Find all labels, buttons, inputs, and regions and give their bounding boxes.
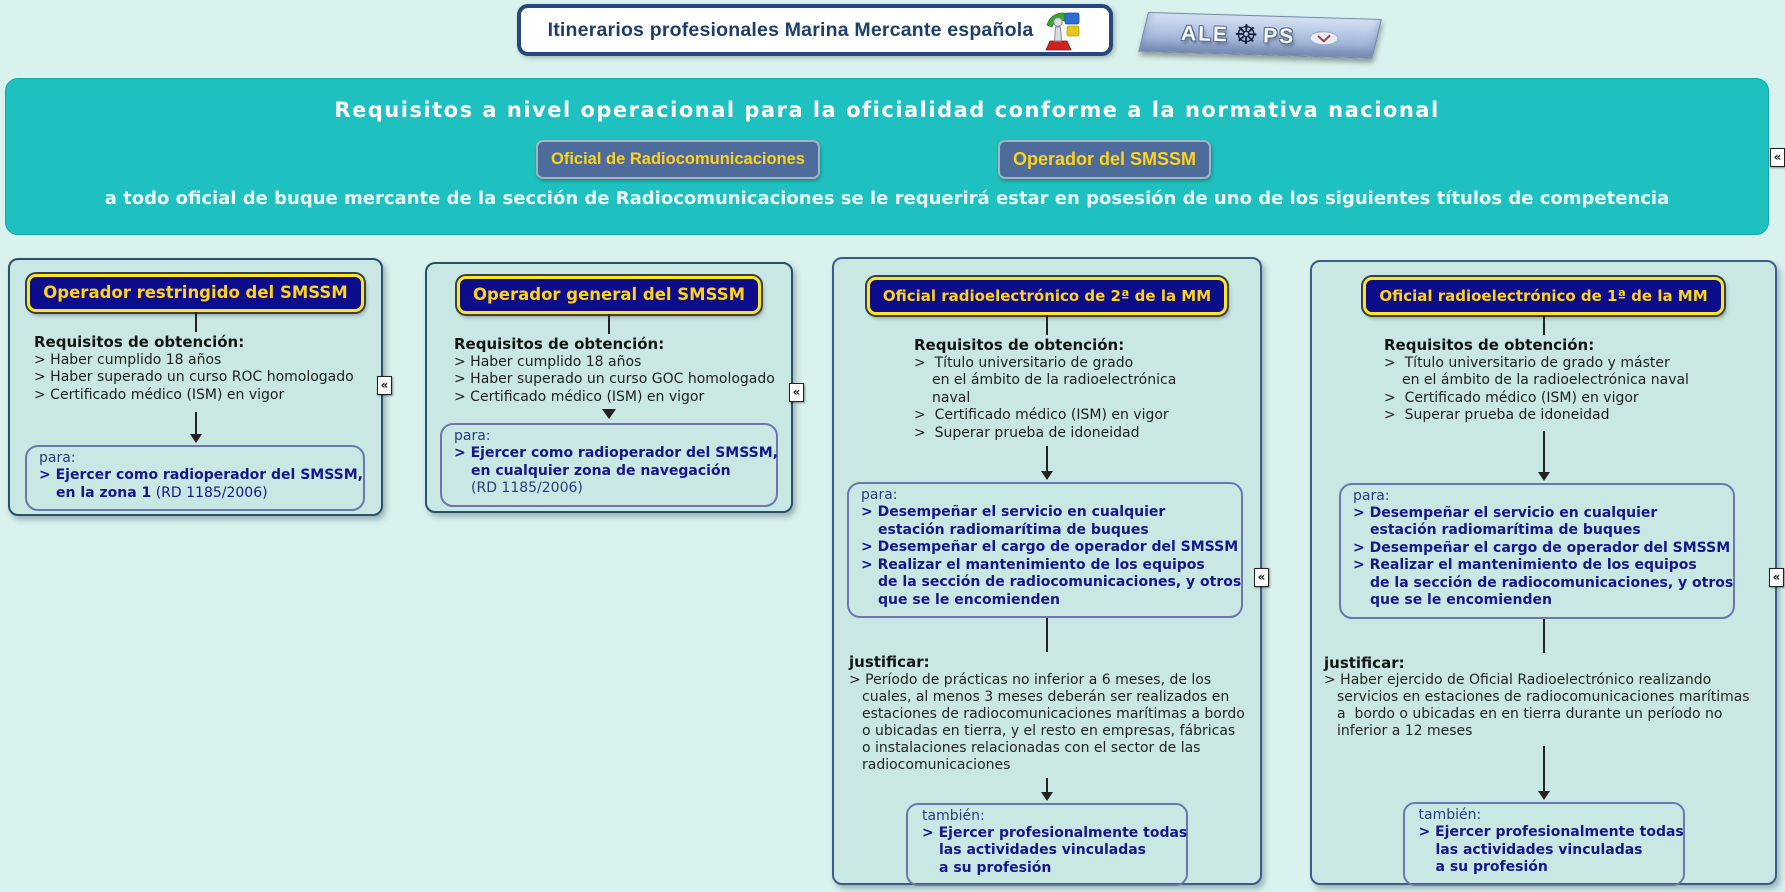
purpose-line: que se le encomienden bbox=[878, 591, 1060, 608]
connector-line bbox=[1312, 619, 1775, 653]
also-box bbox=[1403, 802, 1685, 886]
aleps-nav-content bbox=[1181, 19, 1340, 51]
justify-line: cuales, al menos 3 meses deberán ser realizados en bbox=[862, 688, 1230, 705]
oficial-radiocomunicaciones-button[interactable]: Oficial de Radiocomunicaciones bbox=[536, 140, 820, 179]
requirement-line: > Haber cumplido 18 años bbox=[34, 351, 222, 368]
flow-column-4 bbox=[1310, 260, 1777, 885]
requirement-line: en el ámbito de la radioelectrónica bbox=[932, 372, 1177, 388]
column-title-pill: Oficial radioelectrónico de 1ª de la MM bbox=[1363, 277, 1723, 315]
collapse-chevron-icon[interactable]: « bbox=[1769, 568, 1784, 587]
down-arrow bbox=[834, 778, 1260, 801]
requirement-line: > Título universitario de grado bbox=[914, 354, 1134, 371]
requirements-label: Requisitos de obtención: bbox=[1384, 336, 1595, 354]
purpose-box bbox=[25, 445, 365, 511]
arrow-stem bbox=[1046, 618, 1048, 652]
arrow-stem bbox=[1046, 446, 1048, 471]
requirements-label: Requisitos de obtención: bbox=[454, 335, 665, 353]
requirement-line: > Título universitario de grado y máster bbox=[1384, 354, 1670, 371]
justify-line: o ubicadas en tierra, y el resto en empresas, fábricas bbox=[862, 722, 1236, 739]
also-label: también: bbox=[922, 807, 985, 824]
arrow-head bbox=[602, 409, 616, 419]
page-title-box bbox=[517, 4, 1113, 56]
purpose-line: estación radiomarítima de buques bbox=[1370, 522, 1641, 538]
aleps-nav-button[interactable] bbox=[1138, 12, 1382, 59]
requirement-line: > Superar prueba de idoneidad bbox=[1384, 407, 1610, 423]
collapse-chevron-icon[interactable]: « bbox=[1254, 568, 1269, 587]
purpose-box bbox=[440, 423, 778, 507]
requirements-banner bbox=[5, 78, 1769, 235]
justify-section bbox=[834, 654, 1260, 774]
dropdown-check-icon bbox=[1309, 30, 1339, 45]
requirements-section bbox=[1312, 337, 1775, 425]
purpose-line: que se le encomienden bbox=[1370, 592, 1552, 608]
purpose-label: para: bbox=[1353, 487, 1390, 504]
puzzle-figure-icon bbox=[1042, 9, 1082, 51]
arrow-stem bbox=[1046, 778, 1048, 792]
requirement-line: > Certificado médico (ISM) en vigor bbox=[914, 407, 1169, 423]
connector-line bbox=[834, 618, 1260, 652]
collapse-chevron-icon[interactable]: « bbox=[789, 383, 804, 402]
down-arrow bbox=[1312, 746, 1775, 800]
connector-line bbox=[1543, 315, 1545, 335]
also-line: las actividades vinculadas bbox=[939, 842, 1147, 858]
purpose-box bbox=[847, 482, 1243, 618]
down-arrow bbox=[427, 409, 791, 419]
justify-line: > Período de prácticas no inferior a 6 meses, de los bbox=[849, 671, 1212, 688]
purpose-box bbox=[1339, 483, 1735, 619]
also-line: a su profesión bbox=[1435, 859, 1548, 875]
also-line: las actividades vinculadas bbox=[1435, 841, 1643, 858]
connector-line bbox=[195, 312, 197, 332]
purpose-line: > Desempeñar el servicio en cualquier bbox=[861, 504, 1166, 520]
justify-line: radiocomunicaciones bbox=[862, 756, 1011, 773]
arrow-head bbox=[1041, 792, 1053, 801]
purpose-line: > Realizar el mantenimiento de los equipos bbox=[1353, 557, 1697, 573]
justify-line: estaciones de radiocomunicaciones marítimas a bordo bbox=[862, 705, 1245, 722]
requirement-line: > Haber superado un curso GOC homologado bbox=[454, 371, 775, 387]
ships-wheel-icon: ☸ bbox=[1233, 19, 1259, 51]
justify-line: inferior a 12 meses bbox=[1337, 723, 1473, 739]
purpose-line: > Ejercer como radioperador del SMSSM, bbox=[39, 467, 364, 483]
down-arrow bbox=[834, 446, 1260, 480]
collapse-chevron-icon[interactable]: « bbox=[1770, 148, 1785, 167]
column-title-pill: Oficial radioelectrónico de 2ª de la MM bbox=[867, 277, 1227, 315]
requirements-section bbox=[10, 334, 381, 404]
requirements-label: Requisitos de obtención: bbox=[914, 336, 1125, 354]
arrow-stem bbox=[1543, 619, 1545, 653]
justify-line: a bordo o ubicadas en en tierra durante un período no bbox=[1337, 706, 1723, 722]
justify-label: justificar: bbox=[849, 653, 930, 671]
requirements-label: Requisitos de obtención: bbox=[34, 333, 245, 351]
purpose-line: en la zona 1 (RD 1185/2006) bbox=[56, 484, 268, 501]
also-line: > Ejercer profesionalmente todas bbox=[922, 824, 1188, 841]
purpose-line: > Ejercer como radioperador del SMSSM, bbox=[454, 445, 779, 461]
down-arrow bbox=[10, 412, 381, 443]
requirement-line: > Haber superado un curso ROC homologado bbox=[34, 369, 354, 385]
arrow-head bbox=[190, 434, 202, 443]
column-title-pill: Operador general del SMSSM bbox=[457, 276, 761, 314]
flow-column-1 bbox=[8, 258, 383, 516]
arrow-stem bbox=[195, 412, 197, 434]
also-box bbox=[906, 803, 1188, 887]
arrow-head bbox=[1041, 471, 1053, 480]
justify-line: servicios en estaciones de radiocomunicaciones marítimas bbox=[1337, 689, 1750, 705]
purpose-line: > Desempeñar el cargo de operador del SMSSM bbox=[861, 539, 1239, 555]
purpose-label: para: bbox=[454, 428, 491, 444]
arrow-stem bbox=[1543, 746, 1545, 791]
requirement-line: > Haber cumplido 18 años bbox=[454, 353, 642, 370]
down-arrow bbox=[1312, 431, 1775, 481]
purpose-line: de la sección de radiocomunicaciones, y otros bbox=[878, 574, 1242, 590]
justify-line: > Haber ejercido de Oficial Radioelectrónico realizando bbox=[1324, 672, 1712, 688]
purpose-line: (RD 1185/2006) bbox=[471, 480, 583, 496]
arrow-stem bbox=[1543, 431, 1545, 472]
aleps-label-left: ALE bbox=[1180, 20, 1230, 46]
page-title: Itinerarios profesionales Marina Mercante española bbox=[547, 18, 1034, 41]
justify-label: justificar: bbox=[1324, 653, 1405, 672]
connector-line bbox=[1046, 315, 1048, 335]
column-title-pill: Operador restringido del SMSSM bbox=[27, 274, 363, 312]
purpose-line: estación radiomarítima de buques bbox=[878, 521, 1149, 538]
justify-line: o instalaciones relacionadas con el sector de las bbox=[862, 739, 1201, 756]
justify-section bbox=[1312, 655, 1775, 741]
purpose-line: > Realizar el mantenimiento de los equipos bbox=[861, 556, 1205, 573]
purpose-line: de la sección de radiocomunicaciones, y otros bbox=[1370, 574, 1734, 591]
operador-smssm-button[interactable]: Operador del SMSSM bbox=[998, 140, 1211, 179]
requirements-section bbox=[427, 336, 791, 406]
purpose-line: en cualquier zona de navegación bbox=[471, 462, 731, 479]
requirement-line: > Certificado médico (ISM) en vigor bbox=[454, 388, 705, 405]
requirements-section bbox=[834, 337, 1260, 442]
requirement-line: > Certificado médico (ISM) en vigor bbox=[34, 386, 285, 403]
requirement-line: en el ámbito de la radioelectrónica naval bbox=[1402, 372, 1689, 388]
purpose-label: para: bbox=[861, 487, 898, 503]
requirement-line: > Certificado médico (ISM) en vigor bbox=[1384, 389, 1639, 406]
also-line: > Ejercer profesionalmente todas bbox=[1418, 824, 1684, 840]
connector-line bbox=[608, 314, 610, 334]
collapse-chevron-icon[interactable]: « bbox=[377, 376, 392, 395]
purpose-line: > Desempeñar el servicio en cualquier bbox=[1353, 504, 1658, 521]
banner-title: Requisitos a nivel operacional para la oficialidad conforme a la normativa nacional bbox=[334, 98, 1440, 122]
arrow-head bbox=[1538, 791, 1550, 800]
aleps-label-right: PS bbox=[1262, 23, 1296, 48]
requirement-line: naval bbox=[932, 389, 971, 406]
arrow-head bbox=[1538, 472, 1550, 481]
banner-subtitle: a todo oficial de buque mercante de la sección de Radiocomunicaciones se le requerirá estar en posesión de uno de los siguientes títulos de competencia bbox=[104, 188, 1670, 209]
requirement-line: > Superar prueba de idoneidad bbox=[914, 424, 1140, 441]
also-line: a su profesión bbox=[939, 859, 1052, 876]
also-label: también: bbox=[1418, 807, 1482, 823]
purpose-line: > Desempeñar el cargo de operador del SMSSM bbox=[1353, 539, 1731, 556]
flow-column-3 bbox=[832, 257, 1262, 885]
purpose-label: para: bbox=[39, 450, 76, 466]
flow-column-2 bbox=[425, 262, 793, 513]
